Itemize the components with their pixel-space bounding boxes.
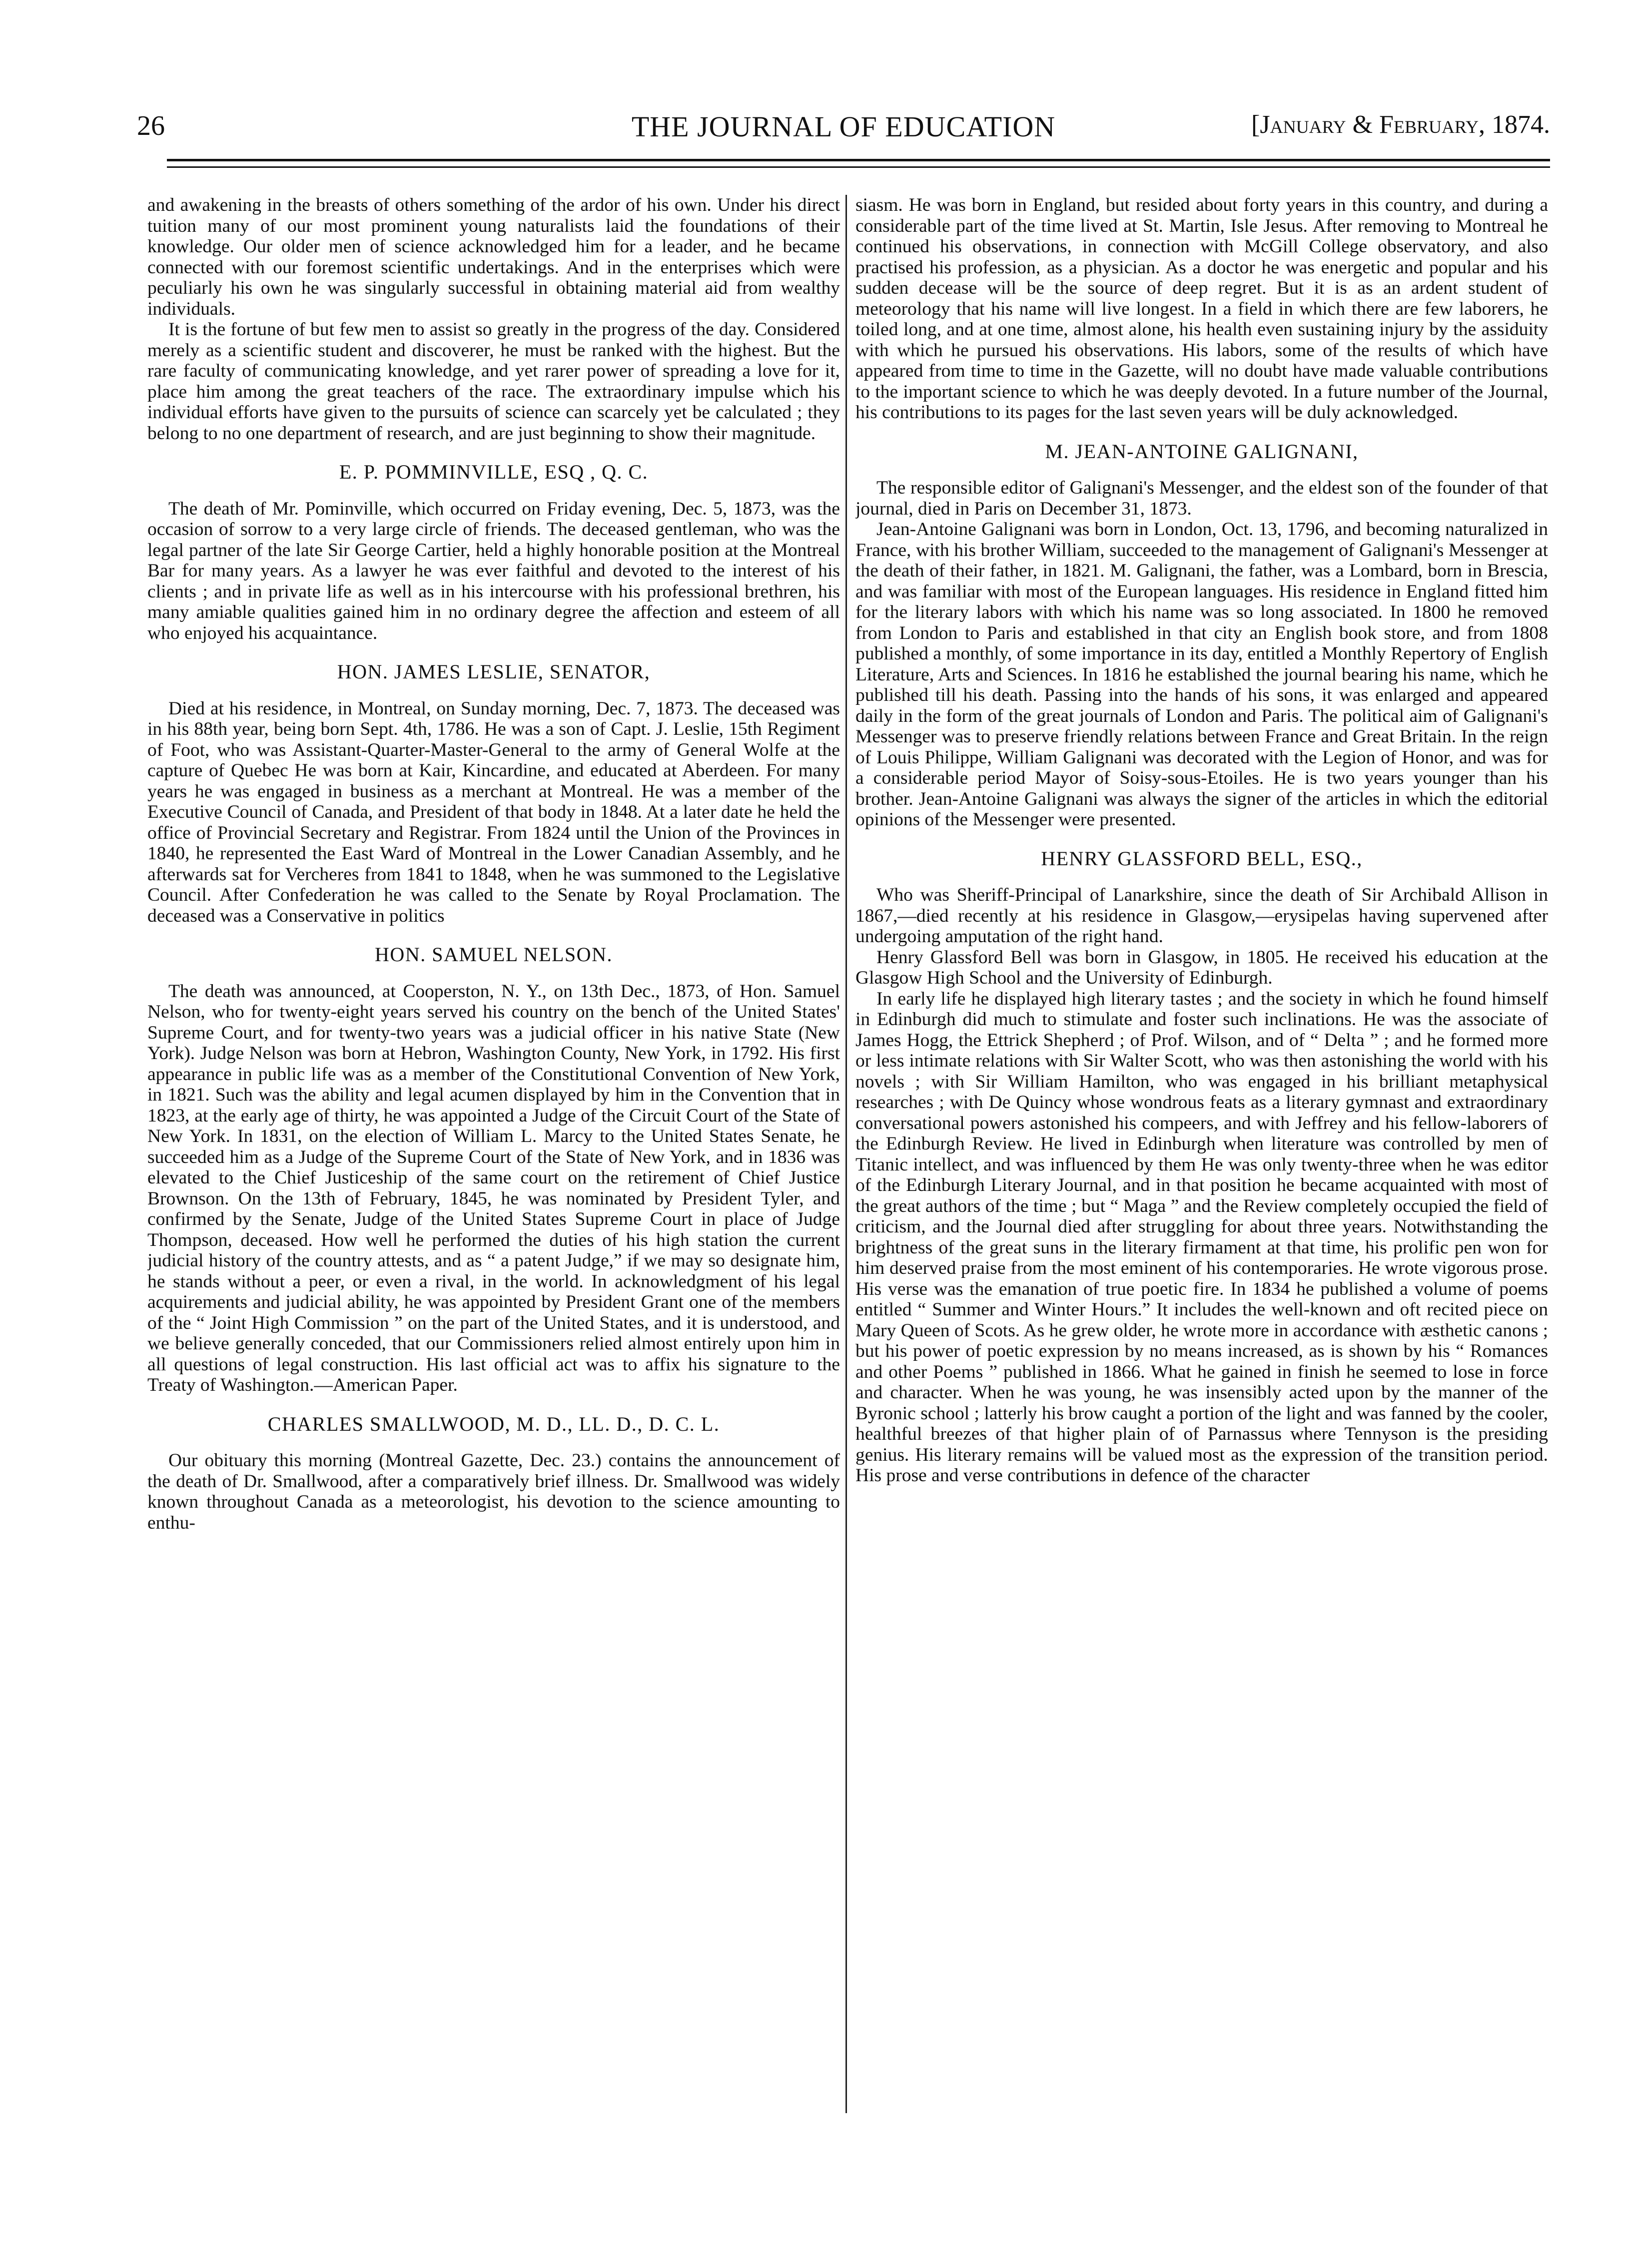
obituary-heading: E. P. POMMINVILLE, ESQ , Q. C. [339, 461, 649, 483]
paragraph: In early life he displayed high literary tastes ; and the society in which he found himself in Edinburgh did much to stimulate and foster such inclinations. He was the associate of James Hogg, the Ettrick Shepherd ; of Prof. Wilson, and of “ Delta ” ; and he formed more or less intimate relations with Sir Walter Scott, who was then astonishing the world with his novels ; with Sir William Hamilton, who was engaged in his brilliant metaphysical researches ; with De Quincy whose wondrous feats as a literary gymnast and extraordinary conversational powers astonished his compeers, and with Jeffrey and his fellow-laborers of the Edinburgh Review. He lived in Edinburgh when literature was controlled by men of Titanic intellect, and was influenced by them He was only twenty-three when he was editor of the Edinburgh Literary Journal, and in that position he became acquainted with most of the great authors of the time ; but “ Maga ” and the Review completely occupied the field of criticism, and the Journal died after struggling for about three years. Notwithstanding the brightness of the great suns in the literary firmament at that time, his prolific pen won for him deserved praise from the most eminent of his contemporaries. He wrote vigorous prose. His verse was the emanation of true poetic fire. In 1834 he published a volume of poems entitled “ Summer and Winter Hours.” It includes the well-known and oft recited piece on Mary Queen of Scots. As he grew older, he wrote more in accordance with æsthetic canons ; but his power of poetic expression by no means increased, as is shown by his “ Romances and other Poems ” published in 1866. What he gained in finish he seemed to lose in force and character. When he was young, he was insensibly acted upon by the manner of the Byronic school ; latterly his brow caught a portion of the light and was fanned by the cooler, healthful breezes of that higher plain of of Parnassus where Tennyson is the presiding genius. His literary remains will be valued most as the expression of the transition period. His prose and verse contributions in defence of the character [855, 988, 1548, 1486]
header-rule-thin [167, 166, 1550, 168]
page-header [137, 110, 1550, 160]
header-rule [167, 159, 1550, 161]
paragraph: and awakening in the breasts of others something of the ardor of his own. Under his direct tuition many of our most prominent young naturalists laid the foundations of their knowledge. Our older men of science acknowledged him for a leader, and he became connected with our foremost scientific undertakings. And in the enterprises which were peculiarly his own he was singularly successful in obtaining material aid from wealthy individuals. [147, 195, 840, 319]
page-number: 26 [137, 110, 165, 141]
paragraph: Our obituary this morning (Montreal Gazette, Dec. 23.) contains the announcement of the death of Dr. Smallwood, after a comparatively brief illness. Dr. Smallwood was widely known throughout Canada as a meteorologist, his devotion to the science amounting to enthu- [147, 1450, 840, 1533]
obituary-heading: HON. SAMUEL NELSON. [375, 943, 613, 966]
obituary-heading: HENRY GLASSFORD BELL, ESQ., [1041, 847, 1363, 870]
paragraph: The responsible editor of Galignani's Messenger, and the eldest son of the founder of that journal, died in Paris on December 31, 1873. [855, 478, 1548, 519]
obituary-heading: HON. JAMES LESLIE, SENATOR, [337, 660, 651, 683]
left-column [147, 195, 840, 2203]
paragraph: The death of Mr. Pominville, which occurred on Friday evening, Dec. 5, 1873, was the occasion of sorrow to a very large circle of friends. The deceased gentleman, who was the legal partner of the late Sir George Cartier, held a highly honorable position at the Montreal Bar for many years. As a lawyer he was ever faithful and devoted to the interest of his clients ; and in private life as well as in his intercourse with his professional brethren, his many amiable qualities gained him in no ordinary degree the affection and esteem of all who enjoyed his acquaintance. [147, 498, 840, 643]
paragraph: Who was Sheriff-Principal of Lanarkshire, since the death of Sir Archibald Allison in 1867,—died recently at his residence in Glasgow,—erysipelas having supervened after undergoing amputation of the right hand. [855, 885, 1548, 947]
obituary-heading: M. JEAN-ANTOINE GALIGNANI, [1045, 440, 1359, 463]
issue-date: [January & February, 1874. [1251, 110, 1550, 139]
running-title: THE JOURNAL OF EDUCATION [631, 110, 1056, 143]
paragraph: Jean-Antoine Galignani was born in London, Oct. 13, 1796, and becoming naturalized in France, with his brother William, succeeded to the management of Galignani's Messenger at the death of their father, in 1821. M. Galignani, the father, was a Lombard, born in Brescia, and was familiar with most of the European languages. His residence in England fitted him for the literary labors with which his name was so long associated. In 1800 he removed from London to Paris and established in that city an English book store, and from 1808 published a monthly, of some importance in its day, entitled a Monthly Repertory of English Literature, Arts and Sciences. In 1816 he established the journal bearing his name, which he published till his death. Passing into the hands of his sons, it was enlarged and appeared daily in the form of the great journals of London and Paris. The political aim of Galignani's Messenger was to preserve friendly relations between France and Great Britain. In the reign of Louis Philippe, William Galignani was decorated with the Legion of Honor, and was for a considerable period Mayor of Soisy-sous-Etoiles. He is two years younger than his brother. Jean-Antoine Galignani was always the signer of the articles in which the editorial opinions of the Messenger were presented. [855, 519, 1548, 830]
paragraph: Died at his residence, in Montreal, on Sunday morning, Dec. 7, 1873. The deceased was in his 88th year, being born Sept. 4th, 1786. He was a son of Capt. J. Leslie, 15th Regiment of Foot, who was Assistant-Quarter-Master-General to the army of General Wolfe at the capture of Quebec He was born at Kair, Kincardine, and educated at Aberdeen. For many years he was engaged in business as a merchant at Montreal. He was a member of the Executive Council of Canada, and President of that body in 1848. At a later date he held the office of Provincial Secretary and Registrar. From 1824 until the Union of the Provinces in 1840, he represented the East Ward of Montreal in the Lower Canadian Assembly, and he afterwards sat for Vercheres from 1841 to 1848, when he was summoned to the Legislative Council. After Confederation he was called to the Senate by Royal Proclamation. The deceased was a Conservative in politics [147, 698, 840, 926]
obituary-heading: CHARLES SMALLWOOD, M. D., LL. D., D. C. L. [267, 1412, 720, 1435]
column-divider [845, 195, 847, 2113]
paragraph: The death was announced, at Cooperston, N. Y., on 13th Dec., 1873, of Hon. Samuel Nelson, who for twenty-eight years served his country on the bench of the United States' Supreme Court, and for twenty-two years was a judicial officer in his native State (New York). Judge Nelson was born at Hebron, Washington County, New York, in 1792. His first appearance in public life was as a member of the Constitutional Convention of New York, in 1821. Such was the ability and legal acumen displayed by him in the Convention that in 1823, at the early age of thirty, he was appointed a Judge of the Circuit Court of the State of New York. In 1831, on the election of William L. Marcy to the United States Senate, he succeeded him as a Judge of the Supreme Court of the State of New York, and in 1836 was elevated to the Chief Justiceship of the same court on the retirement of Chief Justice Brownson. On the 13th of February, 1845, he was nominated by President Tyler, and confirmed by the Senate, Judge of the United States Supreme Court in place of Judge Thompson, deceased. How well he performed the duties of his high station the current judicial history of the country attests, and as “ a patent Judge,” if we may so designate him, he stands without a peer, or even a rival, in the world. In acknowledgment of his legal acquirements and judicial ability, he was appointed by President Grant one of the members of the “ Joint High Commission ” on the part of the United States, and it is understood, and we believe generally conceded, that our Commissioners relied almost entirely upon him in all questions of legal construction. His last official act was to affix his signature to the Treaty of Washington.—American Paper. [147, 981, 840, 1395]
paragraph: It is the fortune of but few men to assist so greatly in the progress of the day. Considered merely as a scientific student and discoverer, he must be ranked with the highest. But the rare faculty of communicating knowledge, and yet rarer power of spreading a love for it, place him among the great teachers of the race. The extraordinary impulse which his individual efforts have given to the pursuits of science can scarcely yet be calculated ; they belong to no one department of research, and are just beginning to show their magnitude. [147, 319, 840, 444]
paragraph: siasm. He was born in England, but resided about forty years in this country, and during a considerable part of the time lived at St. Martin, Isle Jesus. After removing to Montreal he continued his observations, in connection with McGill College observatory, and also practised his profession, as a physician. As a doctor he was energetic and popular and his sudden decease will be the source of deep regret. But it is as an ardent student of meteorology that his name will live longest. In a field in which there are few laborers, he toiled long, and at one time, almost alone, his health even sustaining injury by the assiduity with which he pursued his observations. His labors, some of the results of which have appeared from time to time in the Gazette, will no doubt have made valuable contributions to the important science to which he was deeply devoted. In a future number of the Journal, his contributions to its pages for the last seven years will be duly acknowledged. [855, 195, 1548, 423]
right-column [855, 195, 1548, 2203]
paragraph: Henry Glassford Bell was born in Glasgow, in 1805. He received his education at the Glasgow High School and the University of Edinburgh. [855, 947, 1548, 988]
